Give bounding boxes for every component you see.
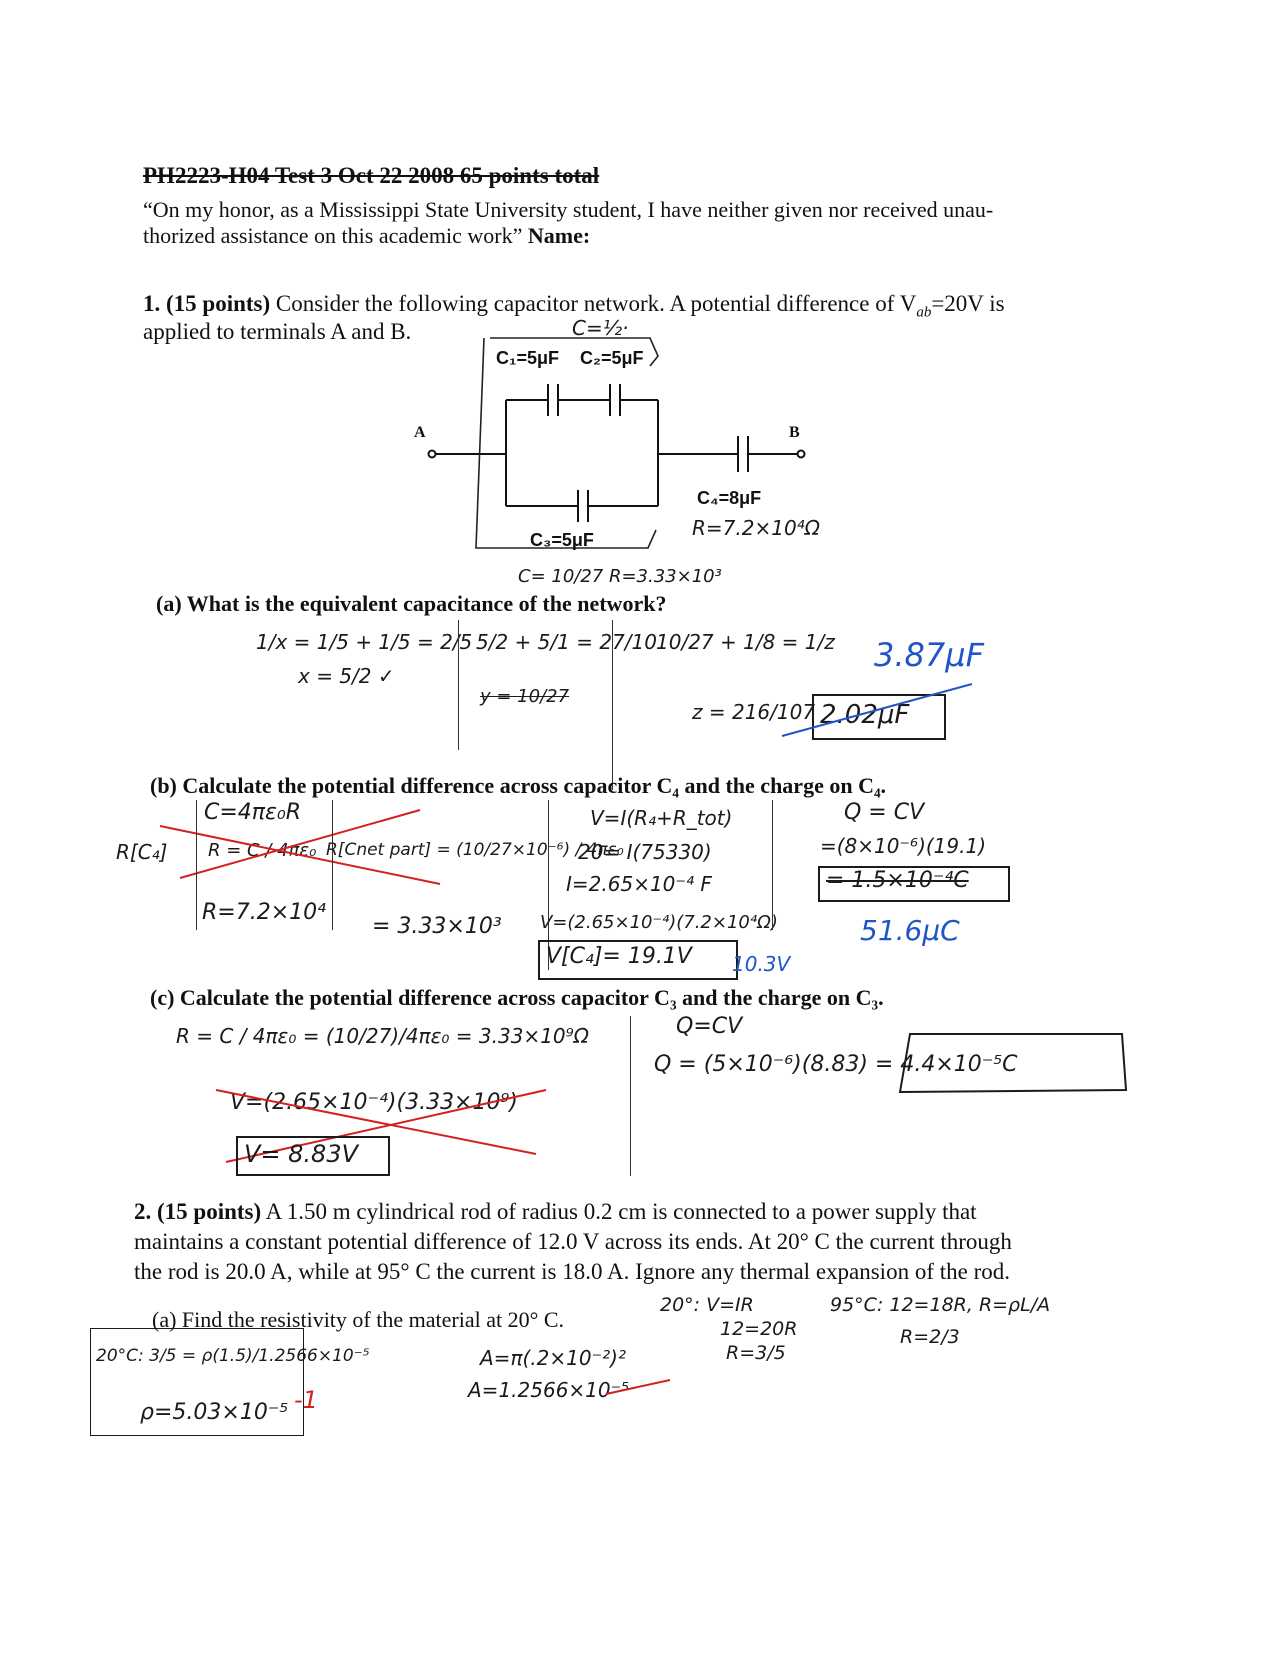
hw-b-rc4: R[C₄] <box>116 840 168 864</box>
hw-c-vans: V= 8.83V <box>244 1140 359 1168</box>
q1c-question <box>150 984 884 1012</box>
divider-a2 <box>612 620 613 790</box>
divider-b4 <box>772 800 773 930</box>
hw-r-c4: R=7.2×10⁴Ω <box>692 516 820 540</box>
hw-b-q3: = 1.5×10⁻⁴C <box>826 868 969 893</box>
q2-red-mark <box>604 1378 674 1398</box>
q2a-text: Find the resistivity of the material at 20° C. <box>181 1307 565 1332</box>
hw-b-rcnet: R[Cnet part] = (10/27×10⁻⁶) / 4πε₀ <box>326 840 624 860</box>
grader-q2-minus: -1 <box>294 1386 318 1414</box>
hw-a-y: y = 10/27 <box>480 686 570 707</box>
q2-statement-line-1 <box>134 1198 977 1226</box>
hw-c-v: V=(2.65×10⁻⁴)(3.33×10⁹) <box>230 1090 518 1115</box>
hw-b-v3: V=(2.65×10⁻⁴)(7.2×10⁴Ω) <box>540 912 778 933</box>
hw-q2-area1: A=π(.2×10⁻²)² <box>480 1346 626 1370</box>
q2-statement-line-2: maintains a constant potential difference of 12.0 V across its ends. At 20° C the current through <box>134 1229 1012 1254</box>
q1c-text: Calculate the potential difference across capacitor C₃ and the charge on C₃. <box>179 985 884 1010</box>
divider-a1 <box>458 620 459 750</box>
hw-q2-r1: 20°: V=IR <box>660 1294 754 1316</box>
c3-label: C₃=5μF <box>530 530 594 550</box>
q1-text-end: =20V is <box>931 291 1005 316</box>
circuit-wires <box>420 380 840 570</box>
grader-b-q: 51.6μC <box>860 914 960 947</box>
hw-q2-r2: 12=20R <box>720 1318 798 1340</box>
hw-a-eq1: 1/x = 1/5 + 1/5 = 2/5 <box>256 630 473 654</box>
hw-q2-r3: R=3/5 <box>726 1342 786 1364</box>
q1-number: 1. <box>143 291 161 316</box>
q2-number: 2. <box>134 1199 152 1224</box>
divider-c1 <box>630 1016 631 1176</box>
q1b-question <box>150 772 886 800</box>
hw-b-q1: Q = CV <box>844 800 925 825</box>
hw-a-x: x = 5/2 ✓ <box>298 664 395 688</box>
vab-subscript: ab <box>916 304 932 321</box>
hw-c-r-mid: C= 10/27 R=3.33×10³ <box>518 566 722 587</box>
hw-q2-r4: 95°C: 12=18R, R=ρL/A <box>830 1294 1051 1316</box>
q1a-label: (a) <box>156 591 182 616</box>
c1-label: C₁=5μF <box>496 348 559 368</box>
q2a-label: (a) <box>152 1307 177 1332</box>
hw-a-z: z = 216/107 <box>692 700 816 724</box>
hw-b-vc4: V[C₄]= 19.1V <box>546 944 692 969</box>
hw-q2-20c: 20°C: 3/5 = ρ(1.5)/1.2566×10⁻⁵ <box>96 1346 370 1366</box>
hw-q2-rho: ρ=5.03×10⁻⁵ <box>140 1400 289 1425</box>
hw-b-v1: V=I(R₄+R_tot) <box>590 806 733 830</box>
q1-text: Consider the following capacitor network. A potential difference of V <box>275 291 917 316</box>
hw-c-q2: Q = (5×10⁻⁶)(8.83) = 4.4×10⁻⁵C <box>654 1052 1018 1077</box>
q2-text-1: A 1.50 m cylindrical rod of radius 0.2 cm is connected to a power supply that <box>265 1199 977 1224</box>
q1b-text: Calculate the potential difference across capacitor C₄ and the charge on C₄. <box>182 773 887 798</box>
hw-a-eq2: 5/2 + 5/1 = 27/10 <box>476 630 657 654</box>
q1c-label: (c) <box>150 985 175 1010</box>
terminal-a-label: A <box>414 424 426 441</box>
hw-b-v2: 20= I(75330) <box>578 840 712 864</box>
hw-q2-r5: R=2/3 <box>900 1326 960 1348</box>
c-answer-bracket <box>896 1030 1136 1100</box>
hw-c-q1: Q=CV <box>676 1014 743 1039</box>
honor-statement-line-2 <box>143 222 590 250</box>
grader-b-v: 10.3V <box>732 952 791 976</box>
hw-a-eq3: 10/27 + 1/8 = 1/z <box>656 630 835 654</box>
hw-b-r-frac: R = C / 4πε₀ <box>208 840 317 861</box>
name-label: Name: <box>527 223 591 248</box>
test-title: PH2223-H04 Test 3 Oct 22 2008 65 points total <box>143 163 600 188</box>
c4-label: C₄=8μF <box>697 488 762 508</box>
c2-label: C₂=5μF <box>580 348 644 368</box>
hw-b-q2: =(8×10⁻⁶)(19.1) <box>820 834 987 858</box>
a-grader-strike <box>782 680 982 740</box>
q1a-text: What is the equivalent capacitance of the network? <box>186 591 667 616</box>
hw-b-i: I=2.65×10⁻⁴ F <box>566 872 712 896</box>
grader-a-answer: 3.87μF <box>874 636 985 674</box>
q2-points: (15 points) <box>157 1199 262 1224</box>
q1-statement-line-2: applied to terminals A and B. <box>143 319 412 344</box>
terminal-b-label: B <box>789 424 800 441</box>
q2-statement-line-3: the rod is 20.0 A, while at 95° C the current is 18.0 A. Ignore any thermal expansion of the rod. <box>134 1259 1010 1284</box>
hw-b-333: = 3.33×10³ <box>372 914 502 939</box>
hw-b-r-val: R=7.2×10⁴ <box>202 900 326 925</box>
q1a-question <box>156 590 666 618</box>
honor-statement-end: thorized assistance on this academic work” <box>143 223 523 248</box>
divider-b2 <box>332 800 333 930</box>
divider-b1 <box>196 800 197 930</box>
hw-a-answer: 2.02μF <box>820 700 910 730</box>
honor-statement-line-1: “On my honor, as a Mississippi State University student, I have neither given nor received unau- <box>143 197 994 222</box>
q1b-label: (b) <box>150 773 177 798</box>
hw-c-half: C=½· <box>572 316 629 340</box>
hw-q2-area2: A=1.2566×10⁻⁵ <box>468 1378 630 1402</box>
hw-b-c4pi: C=4πε₀R <box>204 800 302 825</box>
q1-points: (15 points) <box>166 291 271 316</box>
hw-c-r: R = C / 4πε₀ = (10/27)/4πε₀ = 3.33×10⁹Ω <box>176 1024 589 1048</box>
